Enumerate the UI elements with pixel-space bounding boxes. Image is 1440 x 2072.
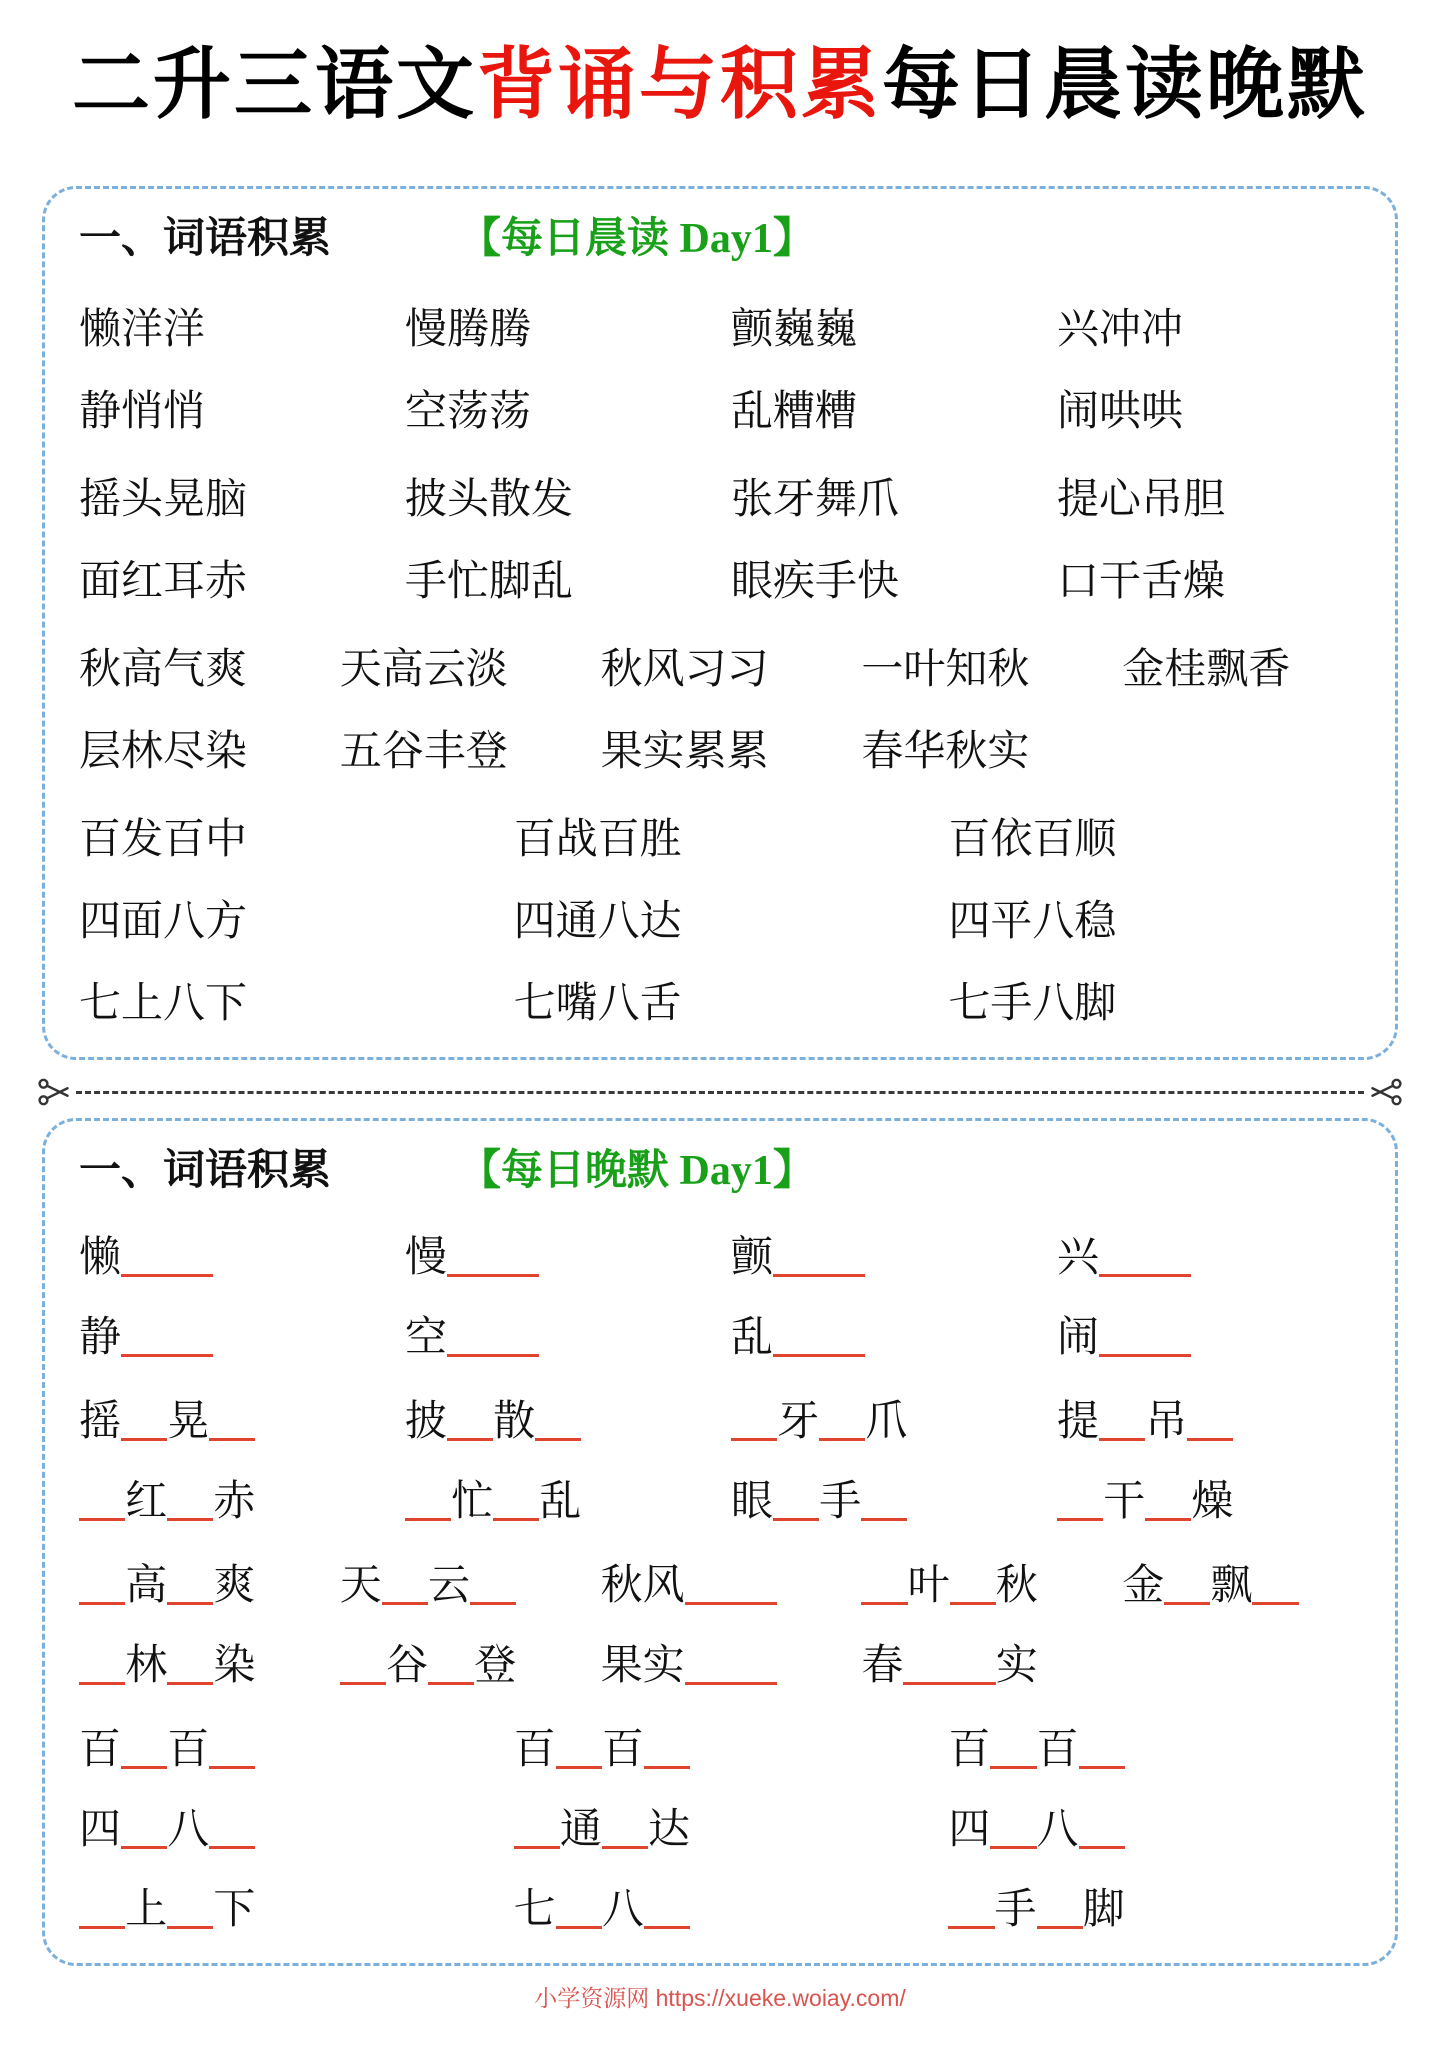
footer-source-text: 小学资源网 https://xueke.woiay.com/	[534, 1985, 906, 2012]
word-item: 闹哄哄	[1057, 389, 1184, 436]
fill-blank-item: 叶 秋	[861, 1565, 1037, 1607]
evening-section-heading	[79, 1147, 1373, 1195]
evening-day-tag: 【每日晚默 Day1】	[459, 1148, 815, 1195]
fill-blank-item: 金 飘	[1122, 1565, 1298, 1607]
word-item: 提心吊胆	[1057, 477, 1226, 524]
fill-blank-item: 兴	[1057, 1237, 1191, 1279]
word-item: 秋风习习	[600, 647, 769, 694]
morning-group-numbers	[79, 817, 1373, 1028]
evening-group-numbers	[79, 1727, 1373, 1934]
fill-blank-item: 慢	[405, 1237, 539, 1279]
word-item: 兴冲冲	[1057, 307, 1184, 354]
fill-blank-item: 红 赤	[79, 1481, 255, 1523]
fill-blank-item: 上 下	[79, 1889, 255, 1931]
fill-blank-item: 七 八	[514, 1889, 690, 1931]
fill-blank-item: 空	[405, 1317, 539, 1359]
evening-heading-label: 一、词语积累	[79, 1148, 332, 1195]
word-item: 慢腾腾	[405, 307, 532, 354]
word-item: 手忙脚乱	[405, 559, 574, 606]
word-item: 百发百中	[79, 817, 248, 864]
fill-blank-item: 披 散	[405, 1401, 581, 1443]
fill-blank-item: 忙 乱	[405, 1481, 581, 1523]
morning-section-heading	[79, 215, 1373, 263]
word-item: 天高云淡	[339, 647, 508, 694]
fill-blank-item: 百 百	[948, 1729, 1124, 1771]
evening-dictation-section	[42, 1118, 1398, 1966]
fill-blank-item: 四 八	[948, 1809, 1124, 1851]
morning-group-autumn	[79, 647, 1373, 776]
fill-blank-item: 果实	[601, 1645, 777, 1687]
word-item: 摇头晃脑	[79, 477, 248, 524]
cut-line-divider	[36, 1070, 1404, 1114]
word-item: 空荡荡	[405, 389, 532, 436]
word-item: 春华秋实	[861, 729, 1030, 776]
word-item: 静悄悄	[79, 389, 206, 436]
fill-blank-item: 颤	[731, 1237, 865, 1279]
word-item: 一叶知秋	[861, 647, 1030, 694]
fill-blank-item: 通 达	[514, 1809, 690, 1851]
word-item: 五谷丰登	[339, 729, 508, 776]
fill-blank-item: 百 百	[79, 1729, 255, 1771]
word-item: 四平八稳	[948, 899, 1117, 946]
word-item: 颤巍巍	[731, 307, 858, 354]
word-item: 百战百胜	[513, 817, 682, 864]
title-suffix: 每日晨读晚默	[882, 41, 1369, 128]
scissors-icon	[1368, 1074, 1404, 1110]
word-item: 秋高气爽	[79, 647, 248, 694]
word-item: 懒洋洋	[79, 307, 206, 354]
fill-blank-item: 秋风	[601, 1565, 777, 1607]
word-item: 七嘴八舌	[513, 981, 682, 1028]
page-title	[36, 36, 1404, 134]
word-item: 乱糟糟	[731, 389, 858, 436]
fill-blank-item: 林 染	[79, 1645, 255, 1687]
morning-heading-label: 一、词语积累	[79, 215, 332, 262]
morning-group-idioms-body	[79, 477, 1373, 606]
word-item: 七上八下	[79, 981, 248, 1028]
worksheet-page	[0, 36, 1440, 2013]
dashed-line	[76, 1091, 1364, 1094]
fill-blank-item: 牙 爪	[731, 1401, 907, 1443]
word-item: 面红耳赤	[79, 559, 248, 606]
fill-blank-item: 百 百	[514, 1729, 690, 1771]
fill-blank-item: 摇 晃	[79, 1401, 255, 1443]
fill-blank-item: 高 爽	[79, 1565, 255, 1607]
title-prefix: 二升三语文	[71, 41, 477, 128]
fill-blank-item: 干 燥	[1057, 1481, 1233, 1523]
fill-blank-item: 手 脚	[948, 1889, 1124, 1931]
fill-blank-item: 四 八	[79, 1809, 255, 1851]
evening-group-aabb	[79, 1235, 1373, 1362]
morning-group-aabb	[79, 307, 1373, 436]
word-item: 金桂飘香	[1122, 647, 1291, 694]
fill-blank-item: 春 实	[861, 1643, 1038, 1690]
word-item: 眼疾手快	[731, 559, 900, 606]
word-item: 张牙舞爪	[731, 477, 900, 524]
fill-blank-item: 眼 手	[731, 1481, 907, 1523]
evening-group-autumn	[79, 1563, 1373, 1690]
word-item: 果实累累	[600, 729, 769, 776]
morning-reading-section	[42, 186, 1398, 1060]
fill-blank-item: 静	[79, 1317, 213, 1359]
evening-group-idioms-body	[79, 1399, 1373, 1526]
fill-blank-item: 乱	[731, 1317, 865, 1359]
word-item: 七手八脚	[948, 981, 1117, 1028]
fill-blank-item: 闹	[1057, 1317, 1191, 1359]
word-item: 口干舌燥	[1057, 559, 1226, 606]
word-item: 披头散发	[405, 477, 574, 524]
fill-blank-item: 懒	[79, 1237, 213, 1279]
word-item: 四通八达	[513, 899, 682, 946]
title-highlight: 背诵与积累	[476, 41, 882, 128]
word-item: 四面八方	[79, 899, 248, 946]
scissors-icon	[36, 1074, 72, 1110]
fill-blank-item: 天 云	[340, 1565, 516, 1607]
fill-blank-item: 提 吊	[1057, 1401, 1233, 1443]
word-item: 百依百顺	[948, 817, 1117, 864]
morning-day-tag: 【每日晨读 Day1】	[459, 215, 815, 262]
word-item: 层林尽染	[79, 729, 248, 776]
fill-blank-item: 谷 登	[340, 1645, 516, 1687]
